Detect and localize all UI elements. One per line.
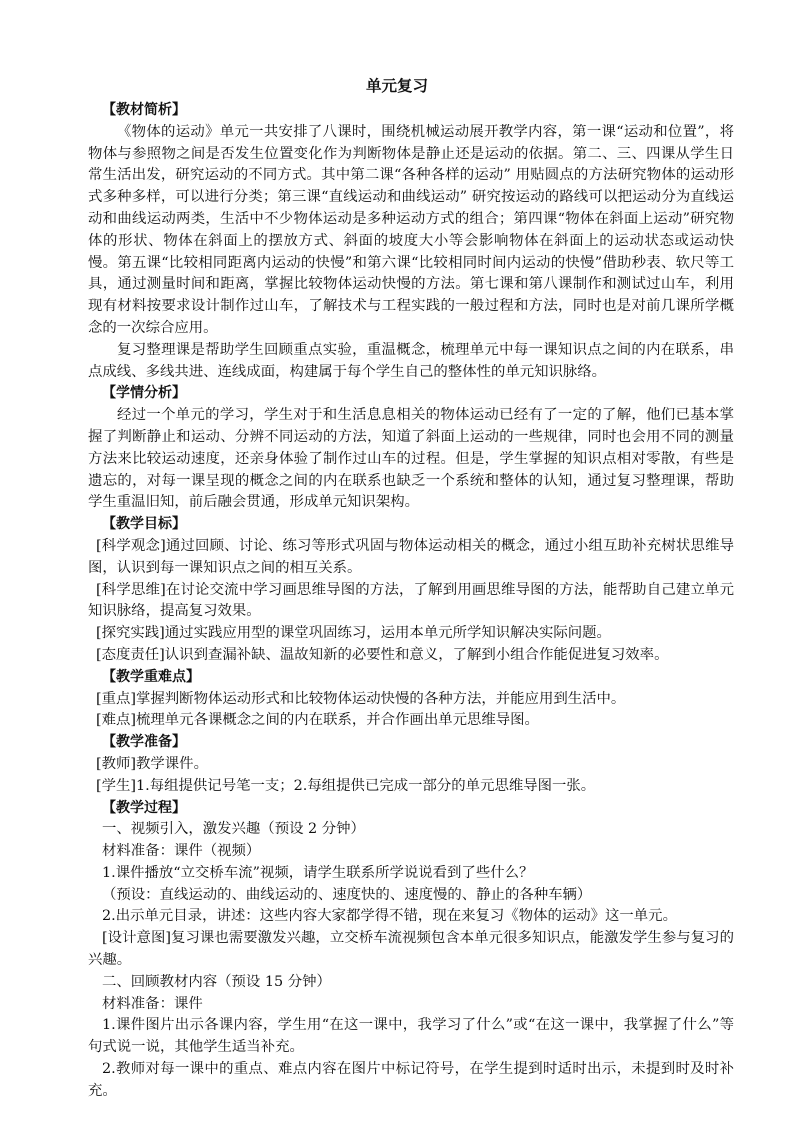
section-heading-preparation: 【教学准备】: [102, 734, 186, 751]
process-step-heading: 一、视频引入，激发兴趣（预设 2 分钟）: [102, 821, 365, 838]
preparation-item: [学生]1.每组提供记号笔一支；2.每组提供已完成一部分的单元思维导图一张。: [96, 777, 596, 794]
goal-item: [科学思维]在讨论交流中学习画思维导图的方法，了解到用画思维导图的方法，能帮助自己建立单元知识脉络，提高复习效果。: [88, 581, 734, 620]
goal-item: [态度责任]认识到查漏补缺、温故知新的必要性和意义，了解到小组合作能促进复习效率。: [96, 646, 669, 663]
section-heading-process: 【教学过程】: [102, 799, 186, 816]
paragraph: 复习整理课是帮助学生回顾重点实验，重温概念，梳理单元中每一课知识点之间的内在联系，串点成线、多线共进、连线成面，构建属于每个学生自己的整体性的单元知识脉络。: [88, 341, 734, 380]
section-heading-textbook: 【教材简析】: [102, 102, 186, 118]
key-point-item: [重点]掌握判断物体运动形式和比较物体运动快慢的各种方法，并能应用到生活中。: [96, 690, 626, 707]
document-body: [88, 100, 734, 1103]
process-line: 材料准备：课件: [102, 995, 203, 1012]
process-line: 2.教师对每一课中的重点、难点内容在图片中标记符号，在学生提到时适时出示，未提到时及时补充。: [88, 1061, 734, 1099]
section-heading-key-points: 【教学重难点】: [102, 668, 200, 685]
section-heading-goals: 【教学目标】: [102, 516, 186, 533]
paragraph: 经过一个单元的学习，学生对于和生活息息相关的物体运动已经有了一定的了解，他们已基本掌握了判断静止和运动、分辨不同运动的方法，知道了斜面上运动的一些规律，同时也会用不同的测量方法来比较运动速度，还亲身体验了制作过山车的过程。但是，学生掌握的知识点相对零散，有些是遗忘的，对每一课呈现的概念之间的内在联系也缺乏一个系统和整体的认知，通过复习整理课，帮助学生重温旧知，前后融会贯通，形成单元知识架构。: [88, 407, 734, 511]
process-line: 2.出示单元目录，讲述：这些内容大家都学得不错，现在来复习《物体的运动》这一单元。: [102, 908, 677, 925]
section-heading-learner: 【学情分析】: [102, 385, 186, 402]
process-line: 1.课件图片出示各课内容，学生用“在这一课中，我学习了什么”或“在这一课中，我掌握了什么”等句式说一说，其他学生适当补充。: [88, 1017, 734, 1056]
process-line: （预设：直线运动的、曲线运动的、速度快的、速度慢的、静止的各种车辆）: [102, 886, 592, 903]
preparation-item: [教师]教学课件。: [96, 755, 208, 772]
process-line: 1.课件播放“立交桥车流”视频，请学生联系所学说说看到了些什么？: [102, 864, 534, 881]
process-line: 材料准备：课件（视频）: [102, 843, 261, 860]
goal-item: [探究实践]通过实践应用型的课堂巩固练习，运用本单元所学知识解决实际问题。: [96, 625, 611, 642]
process-step-heading: 二、回顾教材内容（预设 15 分钟）: [102, 973, 331, 990]
key-point-item: [难点]梳理单元各课概念之间的内在联系，并合作画出单元思维导图。: [96, 712, 539, 729]
goal-item: [科学观念]通过回顾、讨论、练习等形式巩固与物体运动相关的概念，通过小组互助补充树状思维导图，认识到每一课知识点之间的相互关系。: [88, 537, 734, 576]
page-title: 单元复习: [365, 77, 428, 95]
paragraph: 《物体的运动》单元一共安排了八课时，围绕机械运动展开教学内容，第一课“运动和位置”，将物体与参照物之间是否发生位置变化作为判断物体是静止还是运动的依据。第二、三、四课从学生日常生活出发，研究运动的不同方式。其中第二课“各种各样的运动” 用贴圆点的方法研究物体的运动形式多种多样，可以进行分类；第三课“直线运动和曲线运动” 研究按运动的路线可以把运动分为直线运动和曲线运动两类，生活中不少物体运动是多种运动方式的组合；第四课“物体在斜面上运动”研究物体的形状、物体在斜面上的摆放方式、斜面的坡度大小等会影响物体在斜面上的运动状态或运动快慢。第五课“比较相同距离内运动的快慢”和第六课“比较相同时间内运动的快慢”借助秒表、软尺等工具，通过测量时间和距离，掌握比较物体运动快慢的方法。第七课和第八课制作和测试过山车，利用现有材料按要求设计制作过山车，了解技术与工程实践的一般过程和方法，同时也是对前几课所学概念的一次综合应用。: [88, 123, 734, 336]
design-intent: [设计意图]复习课也需要激发兴趣，立交桥车流视频包含本单元很多知识点，能激发学生参与复习的兴趣。: [88, 930, 734, 969]
